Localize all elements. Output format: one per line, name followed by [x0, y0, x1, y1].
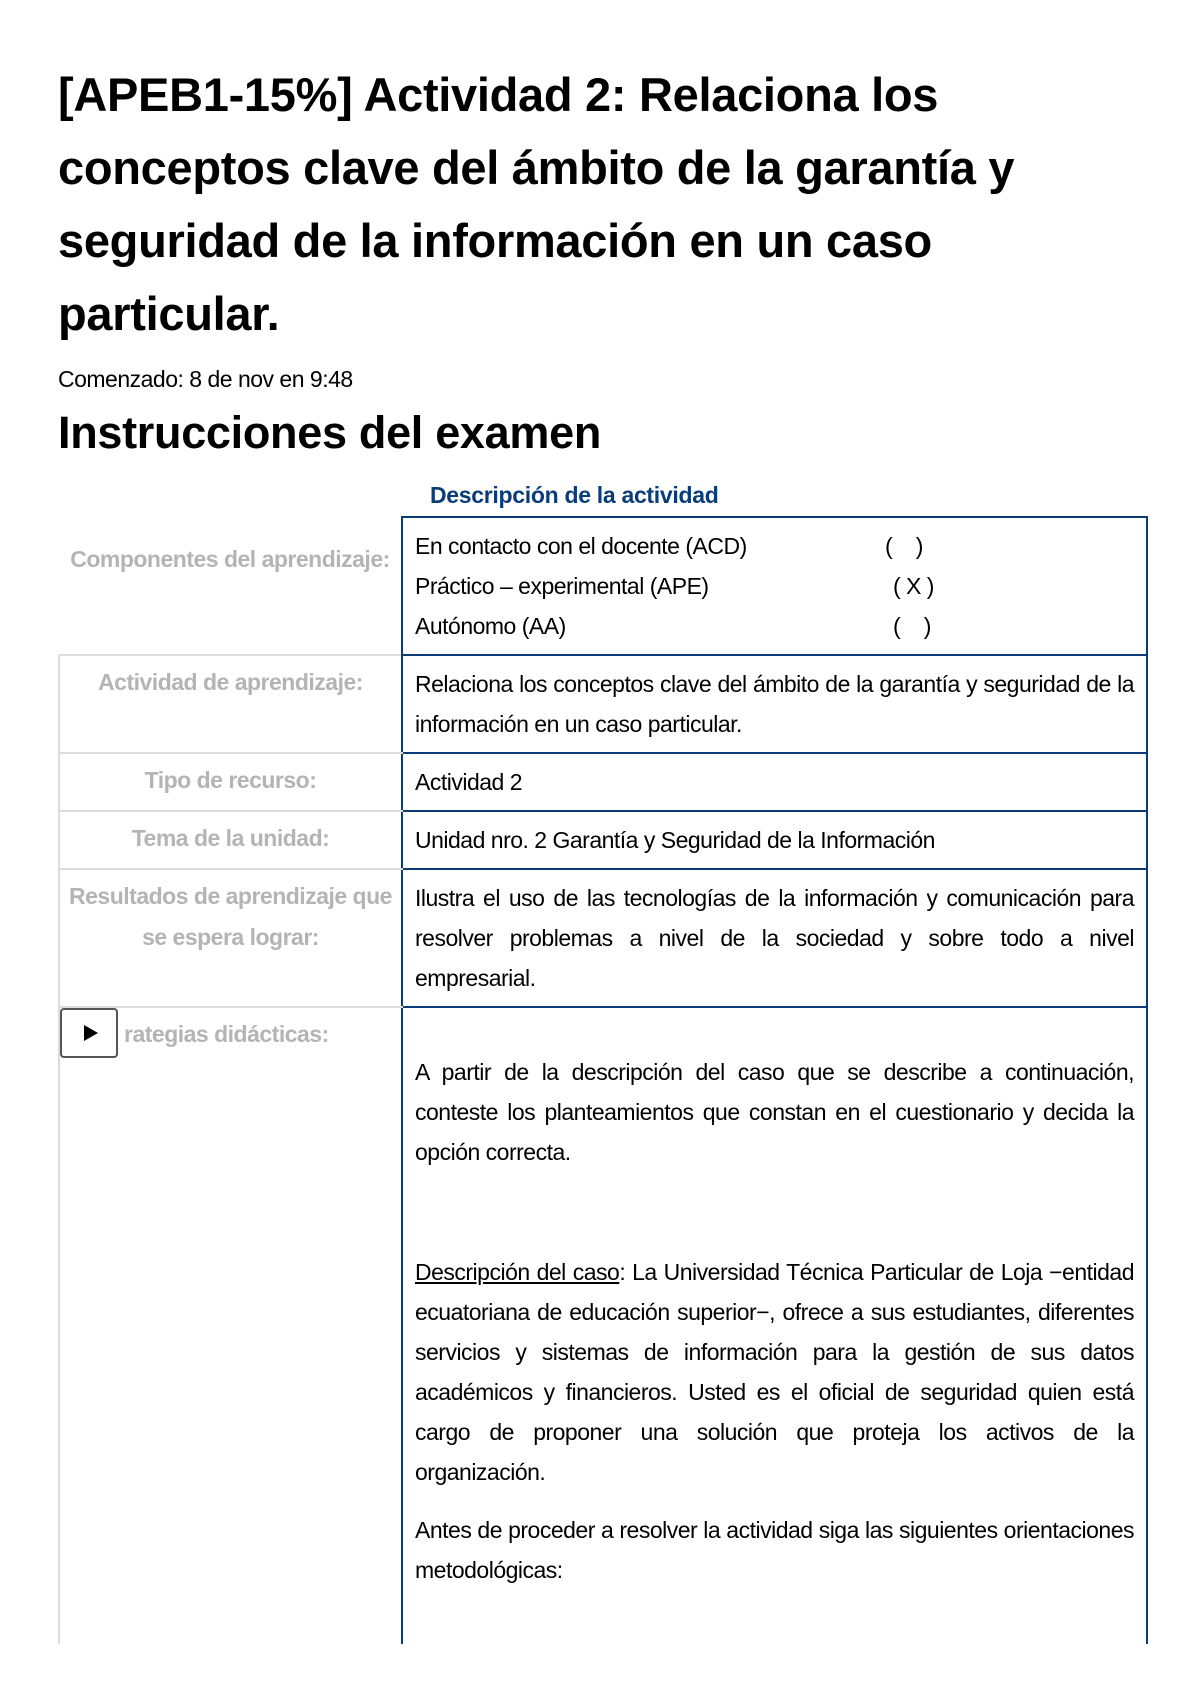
component-item — [415, 526, 1134, 566]
case-description — [415, 1252, 1134, 1492]
row-value: Unidad nro. 2 Garantía y Seguridad de la Información — [402, 811, 1147, 869]
table-row — [59, 869, 1147, 1007]
component-item — [415, 606, 1134, 646]
row-label-cell — [59, 1007, 402, 1644]
started-timestamp: Comenzado: 8 de nov en 9:48 — [58, 366, 353, 392]
table-row — [59, 1007, 1147, 1644]
table-row — [59, 517, 1147, 655]
instructions-heading: Instrucciones del examen — [58, 407, 602, 458]
activity-info-table — [58, 516, 1148, 1644]
row-label: Componentes del aprendizaje: — [70, 546, 390, 572]
row-value: Relaciona los conceptos clave del ámbito de la garantía y seguridad de la información en un caso particular. — [402, 655, 1147, 753]
table-row — [59, 655, 1147, 753]
component-item — [415, 566, 1134, 606]
components-cell — [402, 517, 1147, 655]
row-value: Actividad 2 — [402, 753, 1147, 811]
page-title: [APEB1-15%] Actividad 2: Relaciona los conceptos clave del ámbito de la garantía y seguridad de la información en un caso particular. — [58, 68, 1015, 340]
component-name: En contacto con el docente (ACD) — [415, 533, 747, 559]
row-label: Tema de la unidad: — [59, 811, 402, 869]
didactic-strategies-cell — [402, 1007, 1147, 1644]
case-description-label: Descripción del caso — [415, 1259, 620, 1285]
orientation-text: Antes de proceder a resolver la actividad siga las siguientes orientaciones metodológicas: — [415, 1517, 1134, 1583]
row-label: rategias didácticas: — [124, 1021, 329, 1047]
row-label: Resultados de aprendizaje que se espera lograr: — [59, 869, 402, 1007]
strategy-intro: A partir de la descripción del caso que se describe a continuación, conteste los planteamientos que constan en el cuestionario y decida la opción correcta. — [415, 1059, 1134, 1165]
case-description-text: : La Universidad Técnica Particular de Loja −entidad ecuatoriana de educación superior−, ofrece a sus estudiantes, diferentes servicios y sistemas de información para la gestión de sus datos académicos y financieros. Usted es el oficial de seguridad quien está cargo de proponer una solución que proteja los activos de la organización. — [415, 1259, 1134, 1485]
component-mark: ( ) — [893, 613, 931, 639]
row-label: Actividad de aprendizaje: — [59, 655, 402, 753]
play-button[interactable] — [60, 1008, 118, 1058]
quiz-page — [58, 58, 1148, 1644]
component-mark: ( ) — [885, 533, 923, 559]
table-row — [59, 753, 1147, 811]
play-icon — [84, 1025, 98, 1041]
activity-description-title: Descripción de la actividad — [430, 482, 719, 508]
component-name: Autónomo (AA) — [415, 613, 566, 639]
component-name: Práctico – experimental (APE) — [415, 573, 709, 599]
row-label: Tipo de recurso: — [59, 753, 402, 811]
table-row — [59, 811, 1147, 869]
row-value: Ilustra el uso de las tecnologías de la información y comunicación para resolver problemas a nivel de la sociedad y sobre todo a nivel empresarial. — [402, 869, 1147, 1007]
component-mark: ( X ) — [893, 573, 934, 599]
